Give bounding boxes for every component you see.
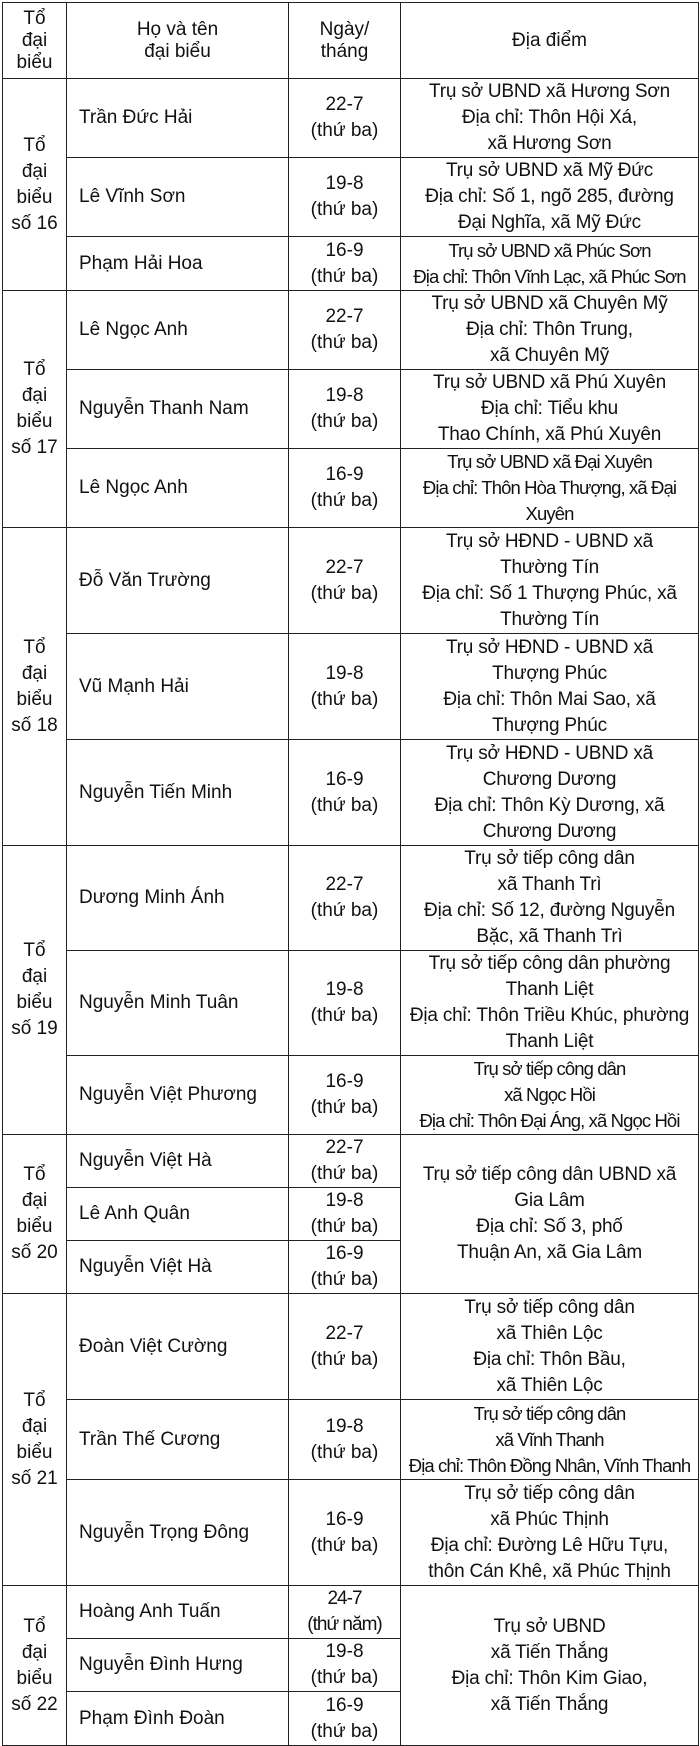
meeting-date: 22-7 (thứ ba)	[289, 528, 401, 634]
group-label: Tổ đại biểu số 20	[3, 1135, 67, 1294]
table-row	[3, 846, 699, 951]
table-row	[3, 370, 699, 449]
meeting-place: Trụ sở tiếp công dân UBND xã Gia Lâm Địa chỉ: Số 3, phố Thuận An, xã Gia Lâm	[401, 1135, 699, 1294]
meeting-date: 22-7 (thứ ba)	[289, 846, 401, 951]
table-row	[3, 449, 699, 528]
table-row	[3, 634, 699, 740]
table-row	[3, 291, 699, 370]
delegate-name: Nguyễn Đình Hưng	[67, 1639, 289, 1692]
group-label: Tổ đại biểu số 22	[3, 1586, 67, 1746]
table-row	[3, 1294, 699, 1400]
delegate-name: Nguyễn Việt Hà	[67, 1135, 289, 1188]
delegate-name: Phạm Hải Hoa	[67, 237, 289, 291]
header-group: Tổ đại biểu	[3, 3, 67, 79]
delegate-name: Nguyễn Thanh Nam	[67, 370, 289, 449]
meeting-date: 16-9 (thứ ba)	[289, 1480, 401, 1586]
meeting-place: Trụ sở tiếp công dân xã Thanh Trì Địa chỉ: Số 12, đường Nguyễn Bặc, xã Thanh Trì	[401, 846, 699, 951]
meeting-date: 19-8 (thứ ba)	[289, 634, 401, 740]
meeting-place: Trụ sở tiếp công dân xã Phúc Thịnh Địa chỉ: Đường Lê Hữu Tựu, thôn Cán Khê, xã Phúc Thịnh	[401, 1480, 699, 1586]
delegate-name: Nguyễn Minh Tuân	[67, 951, 289, 1056]
delegate-name: Lê Anh Quân	[67, 1188, 289, 1241]
meeting-place: Trụ sở UBND xã Phúc Sơn Địa chỉ: Thôn Vĩnh Lạc, xã Phúc Sơn	[401, 237, 699, 291]
delegate-name: Phạm Đình Đoàn	[67, 1692, 289, 1746]
meeting-date: 22-7 (thứ ba)	[289, 79, 401, 158]
table-row	[3, 1056, 699, 1135]
delegate-name: Vũ Mạnh Hải	[67, 634, 289, 740]
delegate-name: Lê Ngọc Anh	[67, 291, 289, 370]
meeting-date: 19-8 (thứ ba)	[289, 951, 401, 1056]
table-row	[3, 951, 699, 1056]
delegate-name: Đỗ Văn Trường	[67, 528, 289, 634]
meeting-place: Trụ sở UBND xã Chuyên Mỹ Địa chỉ: Thôn Trung, xã Chuyên Mỹ	[401, 291, 699, 370]
meeting-date: 19-8 (thứ ba)	[289, 1188, 401, 1241]
table-row	[3, 158, 699, 237]
meeting-date: 22-7 (thứ ba)	[289, 1135, 401, 1188]
meeting-place: Trụ sở UBND xã Hương Sơn Địa chỉ: Thôn Hội Xá, xã Hương Sơn	[401, 79, 699, 158]
group-label: Tổ đại biểu số 21	[3, 1294, 67, 1586]
delegate-name: Nguyễn Trọng Đông	[67, 1480, 289, 1586]
meeting-date: 22-7 (thứ ba)	[289, 1294, 401, 1400]
group-label: Tổ đại biểu số 16	[3, 79, 67, 291]
meeting-date: 16-9 (thứ ba)	[289, 1241, 401, 1294]
delegate-name: Trần Đức Hải	[67, 79, 289, 158]
delegate-name: Hoàng Anh Tuấn	[67, 1586, 289, 1639]
meeting-date: 16-9 (thứ ba)	[289, 740, 401, 846]
group-label: Tổ đại biểu số 19	[3, 846, 67, 1135]
delegate-name: Nguyễn Việt Phương	[67, 1056, 289, 1135]
delegate-name: Dương Minh Ánh	[67, 846, 289, 951]
meeting-place: Trụ sở UBND xã Tiến Thắng Địa chỉ: Thôn Kim Giao, xã Tiến Thắng	[401, 1586, 699, 1746]
delegate-name: Nguyễn Tiến Minh	[67, 740, 289, 846]
table-row	[3, 1400, 699, 1480]
meeting-date: 24-7 (thứ năm)	[289, 1586, 401, 1639]
delegate-name: Đoàn Việt Cường	[67, 1294, 289, 1400]
table-row	[3, 1135, 699, 1188]
group-label: Tổ đại biểu số 18	[3, 528, 67, 846]
table-row	[3, 740, 699, 846]
meeting-place: Trụ sở UBND xã Phú Xuyên Địa chỉ: Tiểu khu Thao Chính, xã Phú Xuyên	[401, 370, 699, 449]
meeting-place: Trụ sở HĐND - UBND xã Thượng Phúc Địa chỉ: Thôn Mai Sao, xã Thượng Phúc	[401, 634, 699, 740]
meeting-date: 16-9 (thứ ba)	[289, 449, 401, 528]
table-row	[3, 528, 699, 634]
header-place: Địa điểm	[401, 3, 699, 79]
header-name: Họ và tên đại biểu	[67, 3, 289, 79]
table-row	[3, 237, 699, 291]
header-date: Ngày/ tháng	[289, 3, 401, 79]
meeting-place: Trụ sở HĐND - UBND xã Chương Dương Địa chỉ: Thôn Kỳ Dương, xã Chương Dương	[401, 740, 699, 846]
meeting-place: Trụ sở tiếp công dân xã Vĩnh Thanh Địa chỉ: Thôn Đồng Nhân, Vĩnh Thanh	[401, 1400, 699, 1480]
table-row	[3, 79, 699, 158]
meeting-place: Trụ sở tiếp công dân phường Thanh Liệt Địa chỉ: Thôn Triều Khúc, phường Thanh Liệt	[401, 951, 699, 1056]
table-row	[3, 1480, 699, 1586]
table-row	[3, 1586, 699, 1639]
meeting-place: Trụ sở HĐND - UBND xã Thường Tín Địa chỉ: Số 1 Thượng Phúc, xã Thường Tín	[401, 528, 699, 634]
meeting-date: 19-8 (thứ ba)	[289, 158, 401, 237]
delegate-name: Trần Thế Cương	[67, 1400, 289, 1480]
header-row	[3, 3, 699, 79]
meeting-date: 19-8 (thứ ba)	[289, 1639, 401, 1692]
meeting-place: Trụ sở UBND xã Mỹ Đức Địa chỉ: Số 1, ngõ 285, đường Đại Nghĩa, xã Mỹ Đức	[401, 158, 699, 237]
delegate-name: Lê Vĩnh Sơn	[67, 158, 289, 237]
meeting-place: Trụ sở tiếp công dân xã Ngọc Hồi Địa chỉ: Thôn Đại Áng, xã Ngọc Hồi	[401, 1056, 699, 1135]
meeting-date: 19-8 (thứ ba)	[289, 1400, 401, 1480]
schedule-table	[2, 2, 699, 1746]
meeting-date: 16-9 (thứ ba)	[289, 1056, 401, 1135]
meeting-date: 22-7 (thứ ba)	[289, 291, 401, 370]
delegate-name: Nguyễn Việt Hà	[67, 1241, 289, 1294]
meeting-date: 19-8 (thứ ba)	[289, 370, 401, 449]
delegate-name: Lê Ngọc Anh	[67, 449, 289, 528]
group-label: Tổ đại biểu số 17	[3, 291, 67, 528]
meeting-place: Trụ sở UBND xã Đại Xuyên Địa chỉ: Thôn Hòa Thượng, xã Đại Xuyên	[401, 449, 699, 528]
meeting-date: 16-9 (thứ ba)	[289, 237, 401, 291]
meeting-date: 16-9 (thứ ba)	[289, 1692, 401, 1746]
meeting-place: Trụ sở tiếp công dân xã Thiên Lộc Địa chỉ: Thôn Bầu, xã Thiên Lộc	[401, 1294, 699, 1400]
